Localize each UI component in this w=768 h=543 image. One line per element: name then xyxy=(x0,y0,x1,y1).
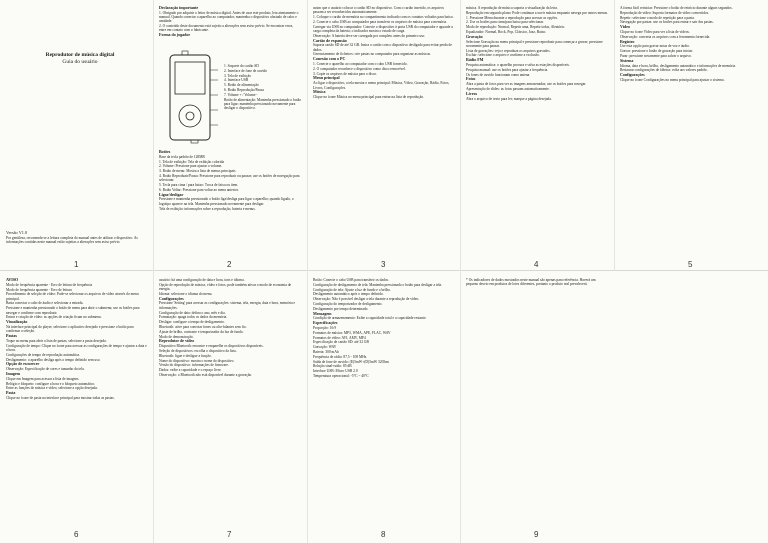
paragraph: Pressione 'Setting' para acessar as configurações: sistema, tela, energia, data e hora, memória e informações. xyxy=(159,301,296,310)
paragraph: Nome do dispositivo: mostra o nome do dispositivo. xyxy=(159,358,235,363)
paragraph: Registro xyxy=(620,38,635,44)
paragraph: 1. Conecte o aparelho ao computador com o cabo USB fornecido. xyxy=(313,62,408,67)
paragraph: 2. O conteúdo deste documento está sujeito a alterações sem aviso prévio. Se encontrar erros, entre em contato com o fabricante. xyxy=(159,24,294,33)
device-legend xyxy=(224,64,302,144)
legend-note: Botão de alimentação: Mantenha pressionado o botão para ligar; mantenha pressionado novamente para desligar o dispositivo. xyxy=(224,97,302,111)
paragraph: Observação: Não é possível desligar a tela durante a reprodução de vídeo. xyxy=(313,297,420,302)
paragraph: Modo de demonstração. xyxy=(159,334,194,339)
paragraph: 3. Botão de menu: Mostra a lista de menus principais. xyxy=(159,169,237,174)
paragraph: 1. Pressione Menu durante a reprodução para acessar as opções. xyxy=(466,15,558,20)
page-2-buttons xyxy=(159,150,301,258)
paragraph: 2. Use os botões para cima/para baixo para selecionar. xyxy=(466,20,544,25)
page-number: 3 xyxy=(381,260,386,269)
paragraph: 2. O computador reconhece o dispositivo como disco removível. xyxy=(313,66,406,71)
paragraph: Música xyxy=(313,89,326,95)
player-diagram xyxy=(160,50,220,150)
paragraph: Abra o arquivo de texto para ler; marque a página desejada. xyxy=(466,96,552,101)
paragraph: Na interface principal do player, selecione o aplicativo desejado e pressione o botão para confirmar a seleção. xyxy=(6,324,134,334)
paragraph: Desligamento automático após o tempo definido. xyxy=(313,292,384,297)
page-5-text xyxy=(620,6,762,256)
paragraph: Modo de frequência aparente - Erro de leitura xyxy=(6,287,72,292)
paragraph: Botões xyxy=(159,150,171,154)
version-label: Versão V1.0 xyxy=(6,230,28,235)
paragraph: 1. Coloque o cartão de memória no compartimento indicado com os contatos voltados para baixo. xyxy=(313,15,454,20)
paragraph: Pastas xyxy=(6,333,17,339)
paragraph: Configuração do temporizador de desligamento. xyxy=(313,301,383,306)
cover-title: Reprodutor de música digital xyxy=(45,52,115,58)
paragraph: Ligar/desligar xyxy=(159,191,184,197)
page-9-text xyxy=(466,278,608,318)
panel-divider xyxy=(614,0,615,271)
paragraph: Vídeo xyxy=(620,24,630,30)
paragraph: Pressione e mantenha pressionado o botão liga/desliga para ligar o aparelho; quando ligado, o logotipo aparece na tela. Mantenha pressionado novamente para desligar. xyxy=(159,197,294,206)
paragraph: Parar: pressione novamente para salvar o arquivo. xyxy=(620,53,692,58)
page-number: 7 xyxy=(227,530,232,539)
paragraph: Condição de armazenamento: Exibe a capacidade total e a capacidade restante. xyxy=(313,316,427,321)
legend-item: 4. Interface USB xyxy=(224,78,249,83)
paragraph: Clique em Imagem para acessar a lista de imagens. xyxy=(6,376,80,381)
paragraph: Pesquisa automática: o aparelho procura e salva as estações disponíveis. xyxy=(466,63,570,68)
cover-subtitle: Guia do usuário xyxy=(62,59,98,65)
paragraph: usuário: há uma configuração de data e hora, tons e idioma. xyxy=(159,278,245,282)
paragraph: Desligar: configure o tempo de desligamento. xyxy=(159,320,225,325)
paragraph: Configurações xyxy=(159,295,184,301)
paragraph: Botão: Conecte o cabo USB para transferir os dados. xyxy=(313,278,389,282)
panel-divider xyxy=(153,0,154,543)
fold-line xyxy=(0,270,768,271)
paragraph: Clique no ícone de pasta na interface principal para mostrar todas as pastas. xyxy=(6,395,115,400)
paragraph: Mensagem xyxy=(313,310,332,316)
paragraph: Observação: converta os arquivos com a ferramenta fornecida. xyxy=(620,34,711,39)
paragraph: Reprodução em segundo plano: Pode continuar a ouvir música enquanto navega por outros menus. xyxy=(466,10,608,15)
paragraph: Saída de fone de ouvido: (E)5mW+(D)5mW 32Ohm xyxy=(313,359,389,364)
paragraph: Gravação: WAV xyxy=(313,345,337,350)
paragraph: AVISO xyxy=(6,278,19,282)
paragraph: Toque no menu para abrir a lista de pastas; selecione a pasta desejada. xyxy=(6,338,107,343)
paragraph: Configurações de tempo de reprodução automática. xyxy=(6,352,81,357)
paragraph: Pressione e mantenha pressionado o botão de menu para abrir o submenu; use os botões para navegar e confirme com reproduzir. xyxy=(6,306,140,315)
paragraph: Proporção: 16:9 xyxy=(313,325,337,330)
paragraph: 5. Tecla para cima / para baixo: Troca de faixa ou item. xyxy=(159,183,239,188)
paragraph: 1. Obrigado por adquirir o leitor de música digital. Antes de usar este produto, leia atentamente o manual. Quando conectar o aparelho ao computador, mantenha o dispositivo afastado de calor e umidade. xyxy=(159,10,299,24)
paragraph: Conexão com o PC xyxy=(313,56,346,62)
legend-item: 7. Volume + / Volume - xyxy=(224,92,258,97)
panel-divider xyxy=(307,0,308,543)
paragraph: Relação sinal-ruído: 85 dB xyxy=(313,364,352,369)
paragraph: Interface USB: Micro USB 2.0 xyxy=(313,369,358,374)
paragraph: Imagem xyxy=(6,370,20,376)
paragraph: música. A reprodução de música suporta a visualização da letra. xyxy=(466,6,558,10)
page-4-text xyxy=(466,6,608,256)
paragraph: assim que o usuário colocar o cartão SD no dispositivo. Com o cartão inserido, os arquivos passam a ser reconhecidos automaticamente. xyxy=(313,6,444,15)
paragraph: Gravar: pressione o botão de gravação para iniciar. xyxy=(620,49,694,54)
paragraph: Fotos xyxy=(466,76,476,82)
paragraph: Especificações xyxy=(313,320,338,326)
paragraph: Bluetooth: ligue e desligue a função. xyxy=(159,353,212,358)
paragraph: Configuração de desligamento de tela: Mantenha pressionado o botão para desligar a tela. xyxy=(313,282,443,287)
page-3-text xyxy=(313,6,455,256)
paragraph: Seleção de dispositivos: escolha o dispositivo da lista. xyxy=(159,348,237,353)
paragraph: Reprodutor de vídeo xyxy=(159,338,195,344)
paragraph: Lista de gravações: veja e reproduza os arquivos gravados. xyxy=(466,48,551,53)
paragraph: Entrar e criação de vídeo: as opções de criação ficam no submenu. xyxy=(6,315,102,320)
legend-item: 6. Botão Reprodução/Pausa xyxy=(224,87,264,92)
legend-item: 2. Interface de fone de ouvido xyxy=(224,68,268,73)
paragraph: Formatação: apaga todos os dados da memória. xyxy=(159,315,228,320)
paragraph: Reprodução de vídeo: Suporta formatos de vídeo convertidos. xyxy=(620,10,710,15)
legend-item: 3. Tela de exibição xyxy=(224,73,252,78)
paragraph: Tela de exibição: informações sobre a reprodução, bateria e menus. xyxy=(159,206,256,211)
paragraph: Procedimento de seleção de vídeo: Pode-se selecionar os arquivos de vídeo através do menu principal. xyxy=(6,292,139,301)
paragraph: Selecione Gravação no menu principal e pressione reproduzir para começar a gravar; pressione novamente para pausar. xyxy=(466,39,603,48)
paragraph: Livros xyxy=(466,90,478,96)
page-number: 2 xyxy=(227,260,232,269)
paragraph: Cartão de expansão xyxy=(313,37,347,43)
page-7-text xyxy=(159,278,301,524)
paragraph: Configuração de tela: Ajuste a luz de fundo e o brilho. xyxy=(313,287,391,292)
paragraph: Suporta cartão SD de até 32 GB. Insira o cartão com o dispositivo desligado para evitar perda de dados. xyxy=(313,43,452,52)
paragraph: Carregar via USB no computador: Conecte o dispositivo à porta USB do computador e aguarde a carga completa da bateria; o indicador mostra o estado de carga. xyxy=(313,24,453,33)
paragraph: Idioma: selecione o idioma do menu. xyxy=(159,291,213,296)
paragraph: Relógio e bloqueio: configure a hora e o bloqueio automático. xyxy=(6,381,96,386)
paragraph: Entre as funções de música e vídeo, selecione a opção desejada. xyxy=(6,386,98,391)
legend-item: 5. Botão de alimentação xyxy=(224,83,259,88)
paragraph: 1. Tela de exibição: Tela de exibição colorida xyxy=(159,159,225,164)
paragraph: Versão do dispositivo: informações de firmware. xyxy=(159,363,229,368)
paragraph: * Os indicadores de dados mostrados neste manual são apenas para referência. Haverá um pequeno desvio em produtos de lotes diferentes, portanto o produto real prevalecerá. xyxy=(466,278,596,287)
paragraph: Navegação por pastas: use os botões para entrar e sair das pastas. xyxy=(620,20,714,25)
paragraph: Temperatura operacional: -5°C ~ 40°C xyxy=(313,373,369,378)
paragraph: Ao ligar o dispositivo, a tela mostra o menu principal: Música, Vídeo, Gravação, Rádio, Fotos, Livros, Configurações. xyxy=(313,81,450,90)
paragraph: 6. Botão Voltar: Pressione para voltar ao menu anterior. xyxy=(159,187,239,192)
paragraph: Sistema xyxy=(620,57,634,63)
paragraph: Modo de frequência aparente - Erro de leitura de frequência xyxy=(6,282,93,287)
paragraph: 2. Conecte o cabo USB ao computador para transferir os arquivos de música para a memória. xyxy=(313,19,448,24)
paragraph: Desligamento por tempo determinado. xyxy=(313,306,369,311)
paragraph: Clique no ícone Configurações no menu principal para ajustar o sistema. xyxy=(620,77,725,82)
paragraph: Menu principal xyxy=(313,75,340,81)
paragraph: Idioma, data e hora, brilho, desligamento automático e informações de memória. xyxy=(620,63,736,68)
paragraph: 3. Copie os arquivos de música para o disco. xyxy=(313,71,378,76)
paragraph: Bluetooth: ative para conectar fones ou alto-falantes sem fio. xyxy=(159,324,247,329)
paragraph: Apresentação de slides: as fotos passam automaticamente. xyxy=(466,87,550,92)
page-8-text xyxy=(313,278,455,524)
page-number: 5 xyxy=(688,260,693,269)
paragraph: Os fones de ouvido funcionam como antena. xyxy=(466,72,531,77)
paragraph: Configurações xyxy=(620,72,645,78)
paragraph: Modo de reprodução: Normal, Repetir uma, Repetir todas, Aleatório. xyxy=(466,25,566,30)
paragraph: Desligamento: o aparelho desliga após o tempo definido sem uso. xyxy=(6,357,101,362)
paragraph: Observação: Especificação de cores e tamanho da tela. xyxy=(6,367,85,372)
paragraph: Bateria: 300 mAh xyxy=(313,349,339,354)
paragraph: 4. Botão Reproduzir/Pausa: Pressione para reproduzir ou pausar; use os botões de navegação para selecionar. xyxy=(159,173,300,183)
paragraph: Dispositivo Bluetooth: encontre e emparelhe os dispositivos disponíveis. xyxy=(159,344,264,349)
paragraph: Especificação de cartão SD: até 32 GB xyxy=(313,340,369,345)
legend-item: 1. Soquete do cartão SD xyxy=(224,64,259,68)
paragraph: Formatos de música: MP3, WMA, APE, FLAC, WAV xyxy=(313,330,391,335)
paragraph: Opção de escurecer xyxy=(6,361,40,367)
panel-divider xyxy=(460,0,461,543)
page-number: 1 xyxy=(74,260,79,269)
paragraph: A forma fácil reiniciar: Pressione o botão de reinício durante alguns segundos. xyxy=(620,6,733,10)
paragraph: Ajuste de brilho, contraste e temporizador da luz de fundo. xyxy=(159,329,244,334)
paragraph: Declaração importante xyxy=(159,6,199,10)
paragraph: Excluir: selecione o arquivo e confirme a exclusão. xyxy=(466,53,540,58)
paragraph: Dados: exibe a capacidade e o espaço livre. xyxy=(159,368,222,373)
page-2-intro xyxy=(159,6,301,50)
paragraph: Configuração de tempo: Clique no ícone para acessar as configurações de tempo e ajustar a data e a hora. xyxy=(6,343,147,352)
page-number: 9 xyxy=(534,530,539,539)
paragraph: Rádio FM xyxy=(466,57,484,63)
paragraph: Gravação xyxy=(466,33,483,39)
paragraph: Visualização xyxy=(6,319,28,325)
paragraph: Forma do jogador xyxy=(159,32,191,38)
page-6-text xyxy=(6,278,148,524)
paragraph: Frequência de rádio: 87,5 - 108 MHz xyxy=(313,354,367,359)
paragraph: Basta conectar o cabo de áudio e selecionar a entrada. xyxy=(6,301,84,306)
paragraph: Gerenciamento de ficheiros: crie pastas no computador para organizar as músicas. xyxy=(313,52,431,57)
paragraph: Observação: o Bluetooth não está disponível durante a gravação. xyxy=(159,372,253,377)
paragraph: Clique no ícone Música no menu principal para entrar na lista de reprodução. xyxy=(313,95,425,100)
paragraph: Abra a pasta de fotos para ver as imagens armazenadas; use os botões para navegar. xyxy=(466,82,587,87)
paragraph: Restaurar configurações de fábrica: volta aos valores padrão. xyxy=(620,68,708,73)
paragraph: Base da tecla padrão de 128MB xyxy=(159,154,205,159)
paragraph: Clique no ícone Vídeo para ver a lista de vídeos. xyxy=(620,29,690,34)
paragraph: Observação: A bateria deve ser carregada por completo antes do primeiro uso. xyxy=(313,33,426,38)
paragraph: Configuração de data: defina o ano, mês e dia. xyxy=(159,310,226,315)
paragraph: Opção de reprodução de música, vídeo e fotos; pode também ativar o modo de economia de energia. xyxy=(159,282,292,292)
paragraph: Equalizador: Normal, Rock, Pop, Clássico, Jazz, Baixo. xyxy=(466,29,547,34)
paragraph: Pesquisa manual: use os botões para ajustar a frequência. xyxy=(466,67,549,72)
cover-footer-text: Por gentileza, recomenda-se a leitura completa do manual antes de utilizar o dispositivo. As informações contidas neste manual estão sujeitas a alterações sem aviso prévio. xyxy=(6,236,138,245)
paragraph: Pasta xyxy=(6,390,16,396)
paragraph: 2. Volume: Pressione para ajustar o volume. xyxy=(159,164,223,169)
paragraph: Formatos de vídeo: AVI, AMV, MP4 xyxy=(313,335,366,340)
paragraph: Use esta opção para gravar notas de voz e áudio. xyxy=(620,44,690,49)
page-number: 6 xyxy=(74,530,79,539)
page-number: 4 xyxy=(534,260,539,269)
page-number: 8 xyxy=(381,530,386,539)
paragraph: Repetir: selecione o modo de repetição para a pasta. xyxy=(620,15,695,20)
